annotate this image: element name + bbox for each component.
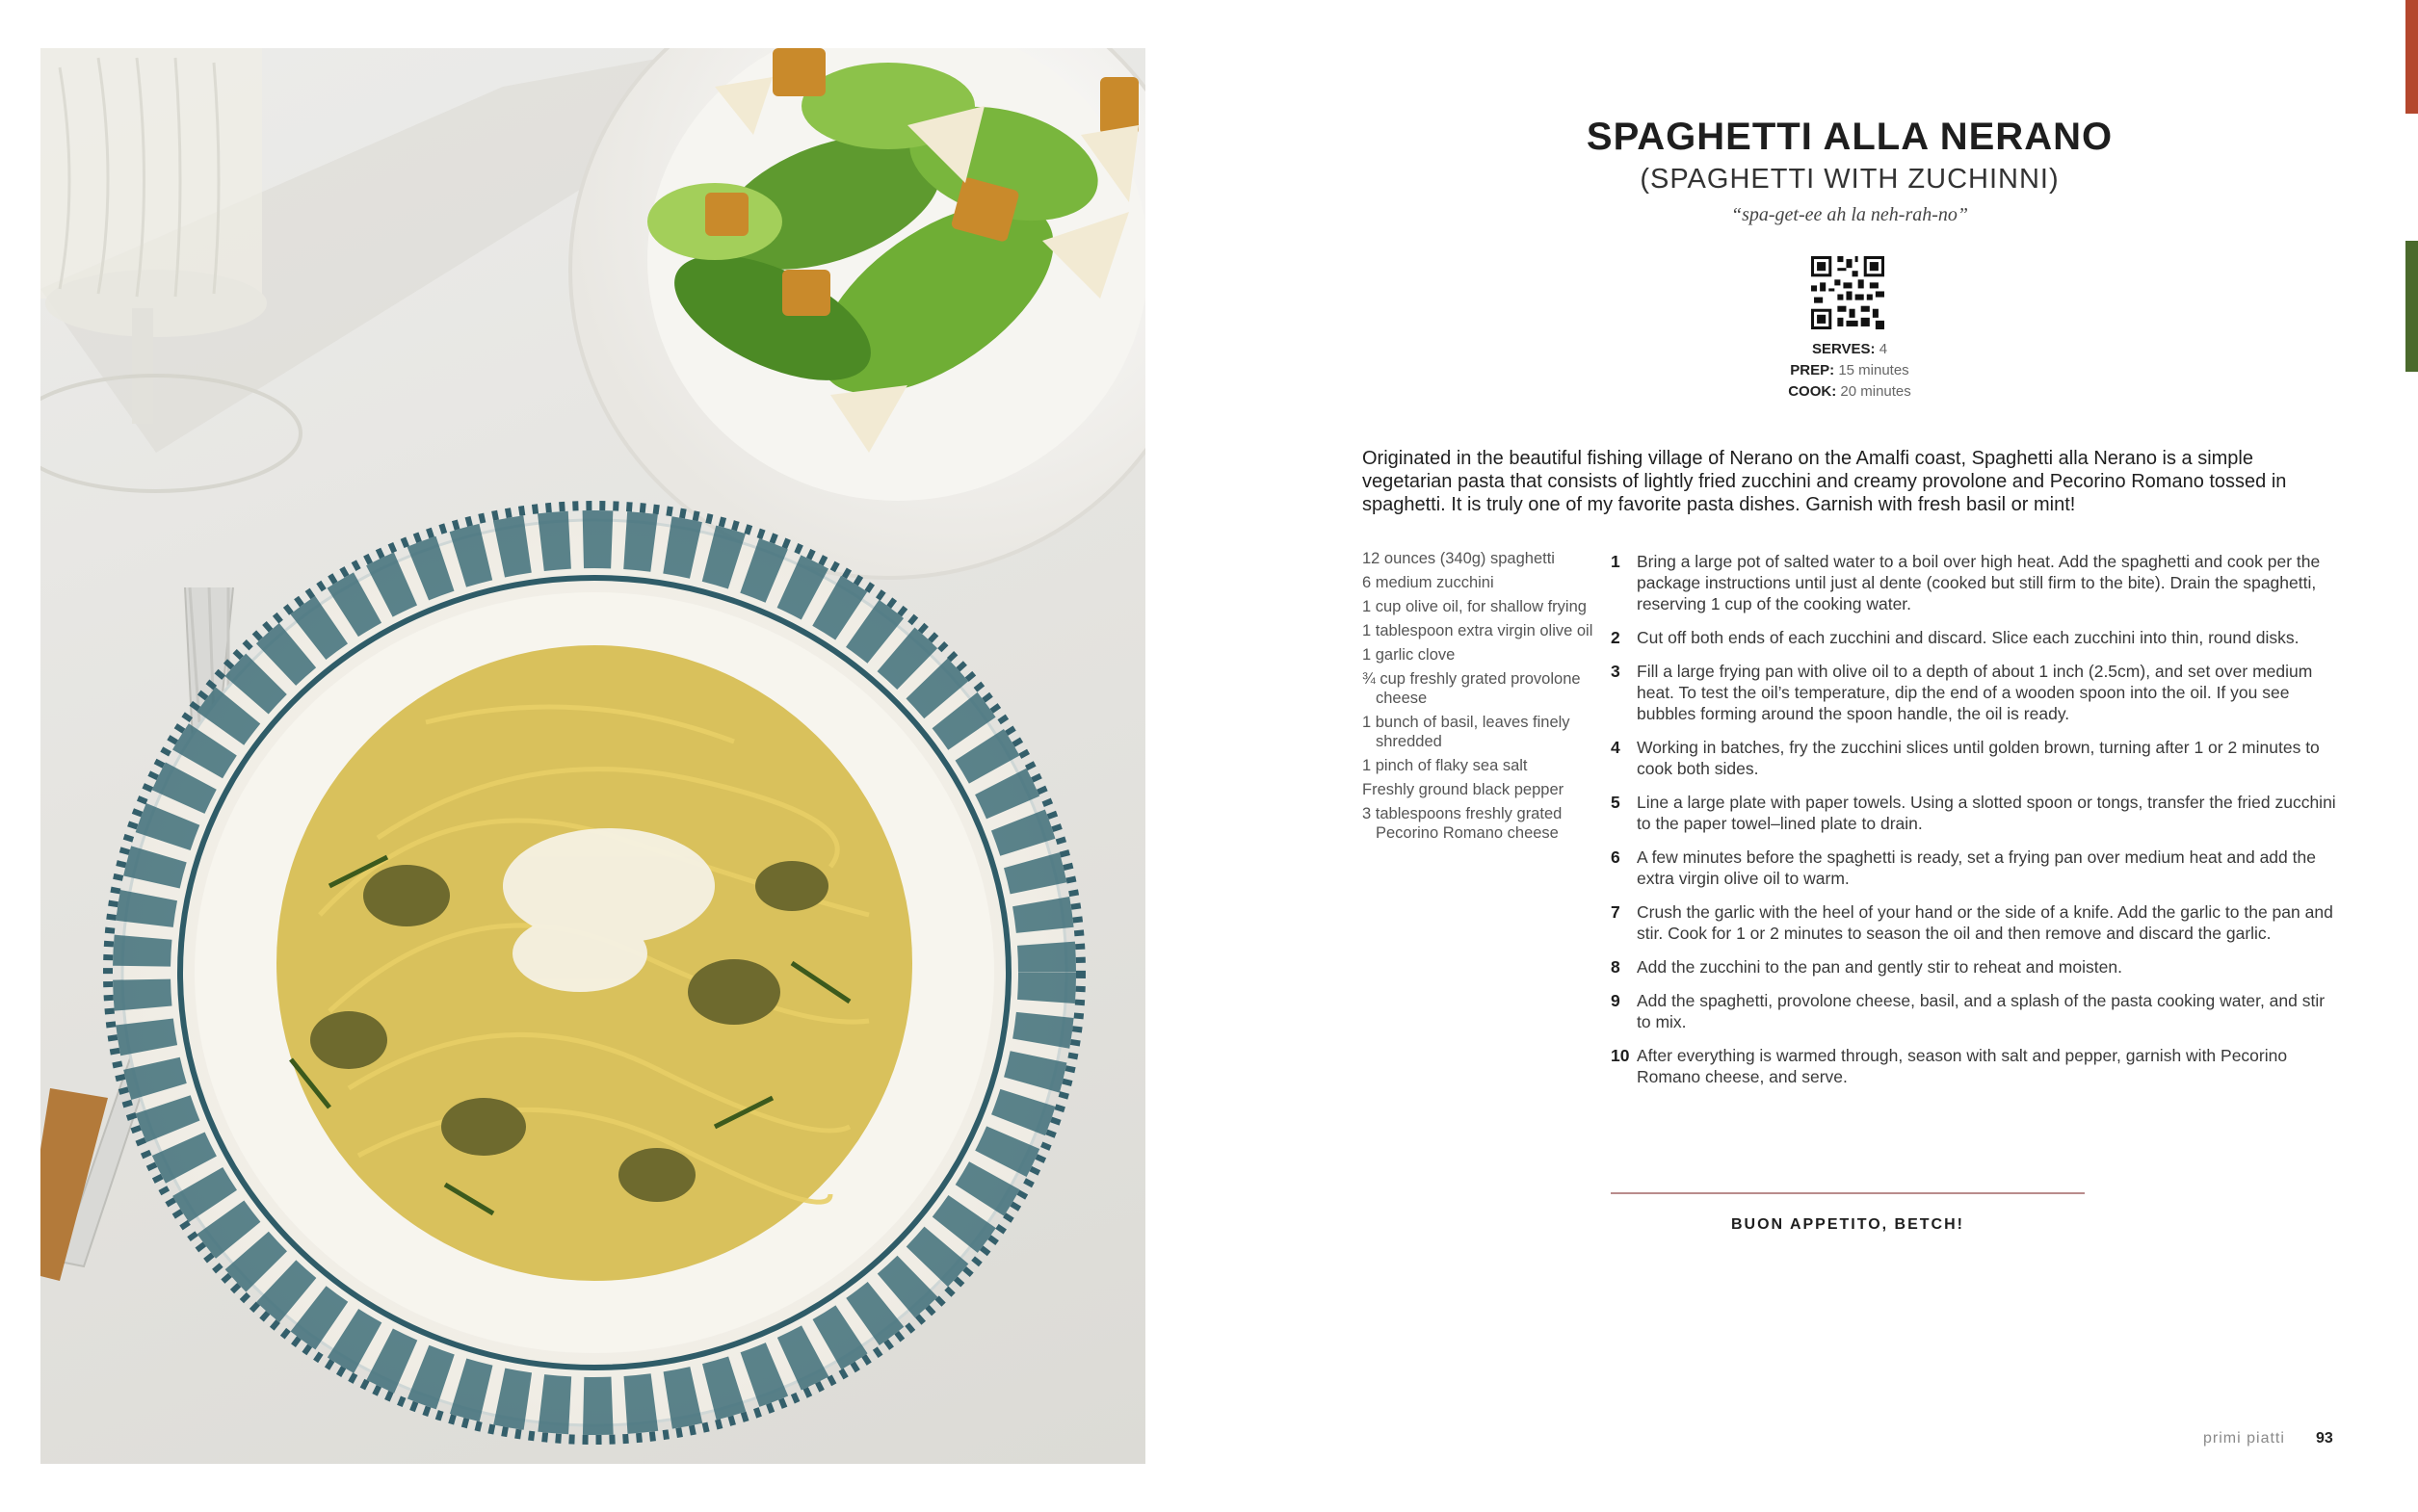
- chapter-tab-red: [2405, 0, 2418, 114]
- ingredient-item: 12 ounces (340g) spaghetti: [1362, 550, 1555, 567]
- recipe-title: SPAGHETTI ALLA NERANO: [1586, 116, 2114, 158]
- recipe-intro: Originated in the beautiful fishing village of Nerano on the Amalfi coast, Spaghetti alla Nerano is a simple vegetarian pasta that consists of lightly fried zucchini and creamy provolone and Pecorino Romano tossed in spaghetti. It is truly one of my favorite pasta dishes. Garnish with fresh basil or mint!: [1362, 448, 2287, 515]
- ingredient-item: 1 bunch of basil, leaves finely shredded: [1362, 714, 1570, 750]
- divider-rule: [1611, 1192, 2085, 1194]
- step-number: 10: [1611, 1046, 1630, 1065]
- step-number: 8: [1611, 957, 1620, 977]
- ingredient-item: 3 tablespoons freshly grated Pecorino Romano cheese: [1362, 805, 1563, 842]
- step-number: 6: [1611, 847, 1620, 867]
- ingredient-item: 1 cup olive oil, for shallow frying: [1362, 598, 1587, 615]
- step-number: 5: [1611, 793, 1620, 812]
- step-item: [1611, 847, 2343, 889]
- qr-code-icon[interactable]: [1811, 256, 1884, 329]
- step-item: [1611, 737, 2343, 779]
- step-item: [1611, 901, 2343, 944]
- step-text: Add the spaghetti, provolone cheese, basil, and a splash of the pasta cooking water, and stir to mix.: [1637, 991, 2326, 1031]
- food-photograph-illustration: [40, 48, 1145, 1464]
- method-steps: [1611, 551, 2343, 1100]
- step-number: 4: [1611, 738, 1620, 757]
- serves-line: SERVES: 4: [1811, 341, 1888, 357]
- step-number: 1: [1611, 552, 1620, 571]
- step-number: 9: [1611, 991, 1620, 1010]
- footer-section-label: primi piatti: [2203, 1430, 2285, 1447]
- ingredient-item: 6 medium zucchini: [1362, 574, 1494, 591]
- step-number: 2: [1611, 628, 1620, 647]
- step-text: Fill a large frying pan with olive oil to a depth of about 1 inch (2.5cm), and set over medium heat. To test the oil’s temperature, dip the end of a wooden spoon into the oil. If you see bubbles forming around the spoon handle, the oil is ready.: [1637, 662, 2313, 723]
- step-item: [1611, 627, 2343, 648]
- step-text: Bring a large pot of salted water to a boil over high heat. Add the spaghetti and cook per the package instructions until just al dente (cooked but still firm to the bite). Drain the spaghetti, reserving 1 cup of the cooking water.: [1637, 552, 2321, 613]
- step-text: A few minutes before the spaghetti is ready, set a frying pan over medium heat and add the extra virgin olive oil to warm.: [1637, 847, 2316, 888]
- step-number: 3: [1611, 662, 1620, 681]
- step-text: Add the zucchini to the pan and gently stir to reheat and moisten.: [1637, 957, 2122, 977]
- pasta-plate: [108, 506, 1081, 1440]
- ingredient-item: 1 garlic clove: [1362, 646, 1456, 664]
- ingredient-item: ¾ cup freshly grated provolone cheese: [1362, 670, 1581, 707]
- ingredient-list: [1362, 549, 1593, 847]
- step-text: After everything is warmed through, season with salt and pepper, garnish with Pecorino Romano cheese, and serve.: [1637, 1046, 2288, 1086]
- step-text: Cut off both ends of each zucchini and discard. Slice each zucchini into thin, round disks.: [1637, 628, 2300, 647]
- step-item: [1611, 990, 2343, 1032]
- step-text: Working in batches, fry the zucchini slices until golden brown, turning after 1 or 2 minutes to cook both sides.: [1637, 738, 2320, 778]
- prep-line: PREP: 15 minutes: [1790, 362, 1909, 378]
- closing-line: BUON APPETITO, BETCH!: [1730, 1216, 1964, 1233]
- step-item: [1611, 1045, 2343, 1087]
- page-number: 93: [2316, 1430, 2333, 1447]
- ingredient-item: 1 pinch of flaky sea salt: [1362, 757, 1528, 774]
- step-number: 7: [1611, 902, 1620, 922]
- step-item: [1611, 956, 2343, 978]
- ingredient-item: Freshly ground black pepper: [1362, 781, 1564, 798]
- step-text: Crush the garlic with the heel of your hand or the side of a knife. Add the garlic to the pan and stir. Cook for 1 or 2 minutes to season the oil and then remove and discard the garlic.: [1637, 902, 2333, 943]
- recipe-subtitle: (SPAGHETTI WITH ZUCHINNI): [1640, 164, 2060, 195]
- cook-line: COOK: 20 minutes: [1788, 383, 1911, 400]
- pronunciation: “spa-get-ee ah la neh-rah-no”: [1730, 204, 1969, 225]
- chapter-tab-green: [2405, 241, 2418, 372]
- food-photograph: [40, 48, 1145, 1464]
- step-text: Line a large plate with paper towels. Using a slotted spoon or tongs, transfer the fried zucchini to the paper towel–lined plate to drain.: [1637, 793, 2336, 833]
- step-item: [1611, 661, 2343, 724]
- step-item: [1611, 792, 2343, 834]
- step-item: [1611, 551, 2343, 614]
- salad-plate: [570, 48, 1145, 578]
- ingredient-item: 1 tablespoon extra virgin olive oil: [1362, 622, 1593, 639]
- recipe-meta: [1416, 339, 2283, 403]
